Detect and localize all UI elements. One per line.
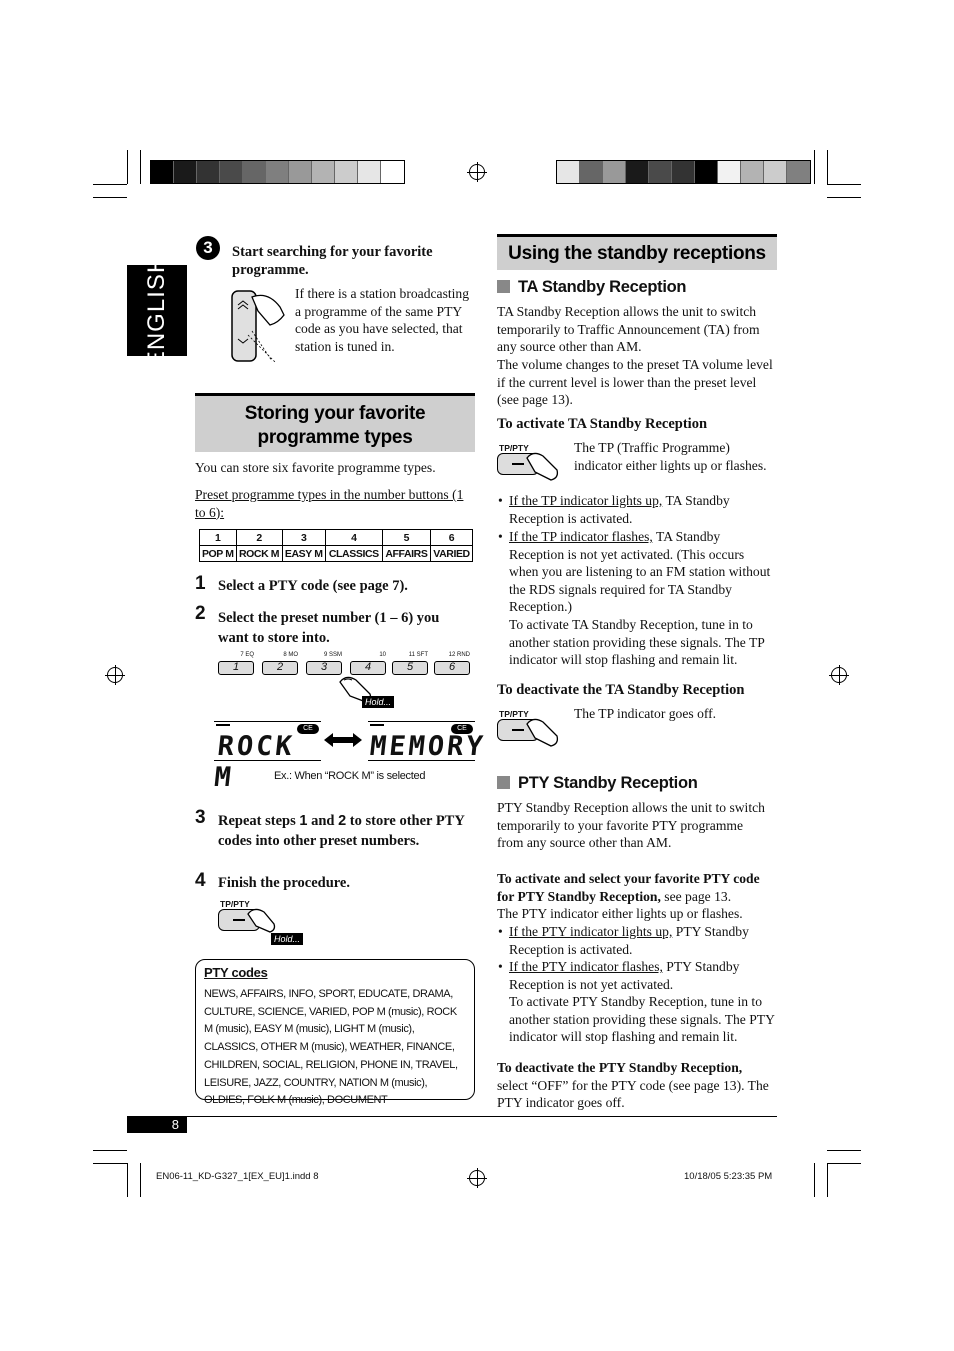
double-arrow-icon	[324, 733, 362, 747]
hold-label: Hold...	[271, 933, 303, 945]
pty-bullet-lit-cond: If the PTY indicator lights up,	[509, 924, 673, 939]
pty-bullet-flash-rest: PTY Standby Reception is not yet activated.	[509, 959, 740, 992]
step1-text: Select a PTY code (see page 7).	[218, 578, 408, 594]
footer-date: 10/18/05 5:23:35 PM	[684, 1171, 773, 1182]
bullet-icon: •	[498, 924, 503, 939]
storing-intro: You can store six favorite programme types.	[195, 460, 436, 475]
finger-icon	[523, 450, 563, 486]
pty-bullet-lit	[509, 923, 775, 958]
footer-file: EN06-11_KD-G327_1[EX_EU]1.indd 8	[156, 1171, 319, 1182]
preset-button-5[interactable]	[392, 661, 428, 675]
finger-icon	[244, 906, 278, 936]
preset-button-number: 6	[448, 661, 456, 673]
lcd-badge: CE	[451, 724, 473, 734]
color-bar-left	[150, 160, 405, 184]
preset-type: CLASSICS	[325, 546, 382, 562]
color-swatch	[220, 161, 243, 183]
step3-repeat-text	[218, 811, 474, 851]
color-swatch	[580, 161, 603, 183]
step3-text-part: and	[307, 813, 339, 829]
color-swatch	[266, 161, 289, 183]
preset-button-6[interactable]	[434, 661, 470, 675]
tp-pty-label: TP/PTY	[499, 443, 529, 453]
step4-text: Finish the procedure.	[218, 875, 350, 891]
color-swatch	[764, 161, 787, 183]
color-swatch	[381, 161, 404, 183]
step2-text: Select the preset number (1 – 6) you want to store into.	[218, 610, 440, 646]
preset-button-sub-label: 8 MO	[283, 652, 298, 658]
bullet-icon: •	[498, 493, 503, 508]
step-number: 1	[195, 573, 206, 594]
preset-caption: Preset programme types in the number buttons (1 to 6):	[195, 487, 464, 520]
step-number: 3	[195, 807, 206, 828]
registration-mark-top	[469, 164, 485, 180]
color-swatch	[243, 161, 266, 183]
pty-bullet-flash-cond: If the PTY indicator flashes,	[509, 959, 663, 974]
ta-title	[497, 278, 686, 297]
preset-button-sub-label: 9 SSM	[323, 652, 342, 658]
ta-bullet-flash	[509, 528, 775, 616]
lcd-text-left: ROCK M	[212, 731, 297, 793]
preset-number: 6	[431, 530, 473, 546]
bullet-icon: •	[498, 959, 503, 974]
preset-number: 5	[382, 530, 430, 546]
ta-bullet-flash-cond: If the TP indicator flashes,	[509, 529, 653, 544]
ta-deactivate-heading: To deactivate the TA Standby Reception	[497, 682, 745, 698]
preset-button-number: 3	[320, 661, 328, 673]
pty-codes-title: PTY codes	[204, 965, 268, 980]
finger-icon	[523, 716, 563, 752]
step3-circle	[196, 236, 220, 260]
step-number: 2	[195, 603, 206, 624]
lcd-display-left	[212, 721, 321, 793]
ta-bullet-lit	[509, 492, 775, 527]
preset-number-row	[200, 530, 473, 546]
preset-button-sub-label: 12 RND	[448, 652, 470, 658]
section-square-icon	[497, 776, 510, 789]
preset-button-number: 2	[276, 661, 284, 673]
preset-type: POP M	[200, 546, 237, 562]
preset-type: AFFAIRS	[382, 546, 430, 562]
preset-type: ROCK M	[236, 546, 282, 562]
lcd-text-right: MEMORY	[368, 731, 488, 762]
pty-intro: PTY Standby Reception allows the unit to switch temporarily to your favorite PTY programme from any source other than AM.	[497, 800, 765, 851]
preset-button-sub-label: 10	[379, 652, 386, 658]
seek-button-illustration	[228, 287, 288, 373]
color-swatch	[626, 161, 649, 183]
pty-codes-box	[195, 959, 475, 1107]
pty-deactivate-rest: select “OFF” for the PTY code (see page 13). The PTY indicator goes off.	[497, 1077, 769, 1111]
language-tab	[127, 254, 187, 367]
section-square-icon	[497, 280, 510, 293]
lcd-badge: CE	[297, 724, 319, 734]
standby-section-title: Using the standby receptions	[497, 234, 777, 270]
preset-button-1[interactable]	[218, 661, 254, 675]
hold-label: Hold...	[362, 696, 394, 708]
pty-activate-bold: To activate and select your favorite PTY code for PTY Standby Reception,	[497, 871, 760, 904]
preset-button-number: 1	[232, 661, 240, 673]
color-swatch	[603, 161, 626, 183]
lcd-display-right	[368, 721, 488, 762]
tp-pty-label: TP/PTY	[499, 709, 529, 719]
preset-table	[199, 529, 473, 562]
registration-mark-right	[831, 667, 847, 683]
pty-bullet-lit-rest: PTY Standby Reception is activated.	[509, 924, 749, 957]
preset-number: 4	[325, 530, 382, 546]
step-number: 4	[195, 870, 206, 891]
tp-pty-label: TP/PTY	[220, 899, 250, 909]
color-swatch	[151, 161, 174, 183]
ta-title-text: TA Standby Reception	[518, 278, 687, 296]
color-swatch	[695, 161, 718, 183]
preset-type: VARIED	[431, 546, 473, 562]
color-swatch	[672, 161, 695, 183]
preset-button-number: 5	[406, 661, 414, 673]
ta-bullet-lit-cond: If the TP indicator lights up,	[509, 493, 663, 508]
ta-activate-desc: The TP (Traffic Programme) indicator either lights up or flashes.	[574, 440, 767, 473]
ta-intro: TA Standby Reception allows the unit to switch temporarily to Traffic Announcement (TA) from any source other than AM.	[497, 304, 760, 355]
color-swatch	[197, 161, 220, 183]
preset-button-sub-label: 11 SFT	[408, 652, 428, 658]
storing-section-title: Storing your favorite programme types	[195, 393, 475, 452]
pty-standby-title	[497, 774, 698, 793]
preset-button-2[interactable]	[262, 661, 298, 675]
step3-circle-number: 3	[203, 238, 213, 257]
bullet-icon: •	[498, 529, 503, 544]
registration-mark-bottom	[469, 1170, 485, 1186]
color-bar-right	[556, 160, 811, 184]
pty-deactivate-bold: To deactivate the PTY Standby Reception,	[497, 1060, 743, 1075]
preset-button-sub-label: 7 EQ	[240, 652, 254, 658]
ta-bullet-flash-extra: To activate TA Standby Reception, tune in to another station providing these signals. The TP indicator will stop flashing and remain lit.	[509, 617, 765, 668]
pty-standby-title-text: PTY Standby Reception	[518, 774, 698, 792]
pty-activate-rest: see page 13.	[660, 888, 732, 904]
step3-text-part: Repeat steps	[218, 813, 300, 829]
color-swatch	[741, 161, 764, 183]
ta-bullet-flash-rest: TA Standby Reception is not yet activated. (This occurs when you are listening to an FM station without the RDS signals required for TA Standby Reception.)	[509, 529, 771, 615]
pty-codes-list: NEWS, AFFAIRS, INFO, SPORT, EDUCATE, DRAMA, CULTURE, SCIENCE, VARIED, POP M (music), ROCK M (music), EASY M (music), LIGHT M (music), CLASSICS, OTHER M (music), WEATHER, FINANCE, CHILDREN, SOCIAL, RELIGION, PHONE IN, TRAVEL, LEISURE, JAZZ, COUNTRY, NATION M (music), OLDIES, FOLK M (music), DOCUMENT	[204, 988, 458, 1107]
pty-activate	[497, 870, 777, 905]
color-swatch	[557, 161, 580, 183]
preset-type-row	[200, 546, 473, 562]
ta-bullet-lit-rest: TA Standby Reception is activated.	[509, 493, 730, 526]
lcd-caption: Ex.: When “ROCK M” is selected	[274, 770, 426, 782]
color-swatch	[289, 161, 312, 183]
footer-rule	[187, 1116, 777, 1117]
color-swatch	[718, 161, 741, 183]
color-swatch	[358, 161, 381, 183]
color-swatch	[174, 161, 197, 183]
preset-number: 2	[236, 530, 282, 546]
preset-button-number: 4	[364, 661, 372, 673]
ta-volume: The volume changes to the preset TA volume level if the current level is lower than the preset level (see page 13).	[497, 357, 773, 408]
page-number: 8	[127, 1116, 187, 1133]
step-reference: 1	[299, 813, 308, 829]
preset-number: 1	[200, 530, 237, 546]
ta-activate-heading: To activate TA Standby Reception	[497, 416, 708, 432]
color-swatch	[335, 161, 358, 183]
pty-bullet-flash	[509, 958, 775, 993]
color-swatch	[787, 161, 810, 183]
pty-bullet-flash-extra: To activate PTY Standby Reception, tune in to another station providing these signals. The PTY indicator will stop flashing and remain lit.	[509, 994, 775, 1045]
color-swatch	[649, 161, 672, 183]
pty-deactivate	[497, 1059, 777, 1112]
language-tab-label: ENGLISH	[143, 254, 170, 367]
preset-number: 3	[282, 530, 325, 546]
registration-mark-left	[107, 667, 123, 683]
step3-heading: Start searching for your favorite programme.	[232, 244, 433, 278]
step3-text-part: to store other PTY codes into other preset numbers.	[218, 813, 465, 849]
ta-deactivate-desc: The TP indicator goes off.	[574, 706, 717, 721]
step-reference: 2	[338, 813, 347, 829]
step3-body: If there is a station broadcasting a programme of the same PTY code as you have selected, that station is tuned in.	[295, 286, 470, 354]
preset-type: EASY M	[282, 546, 325, 562]
color-swatch	[312, 161, 335, 183]
pty-indicator: The PTY indicator either lights up or flashes.	[497, 906, 743, 921]
